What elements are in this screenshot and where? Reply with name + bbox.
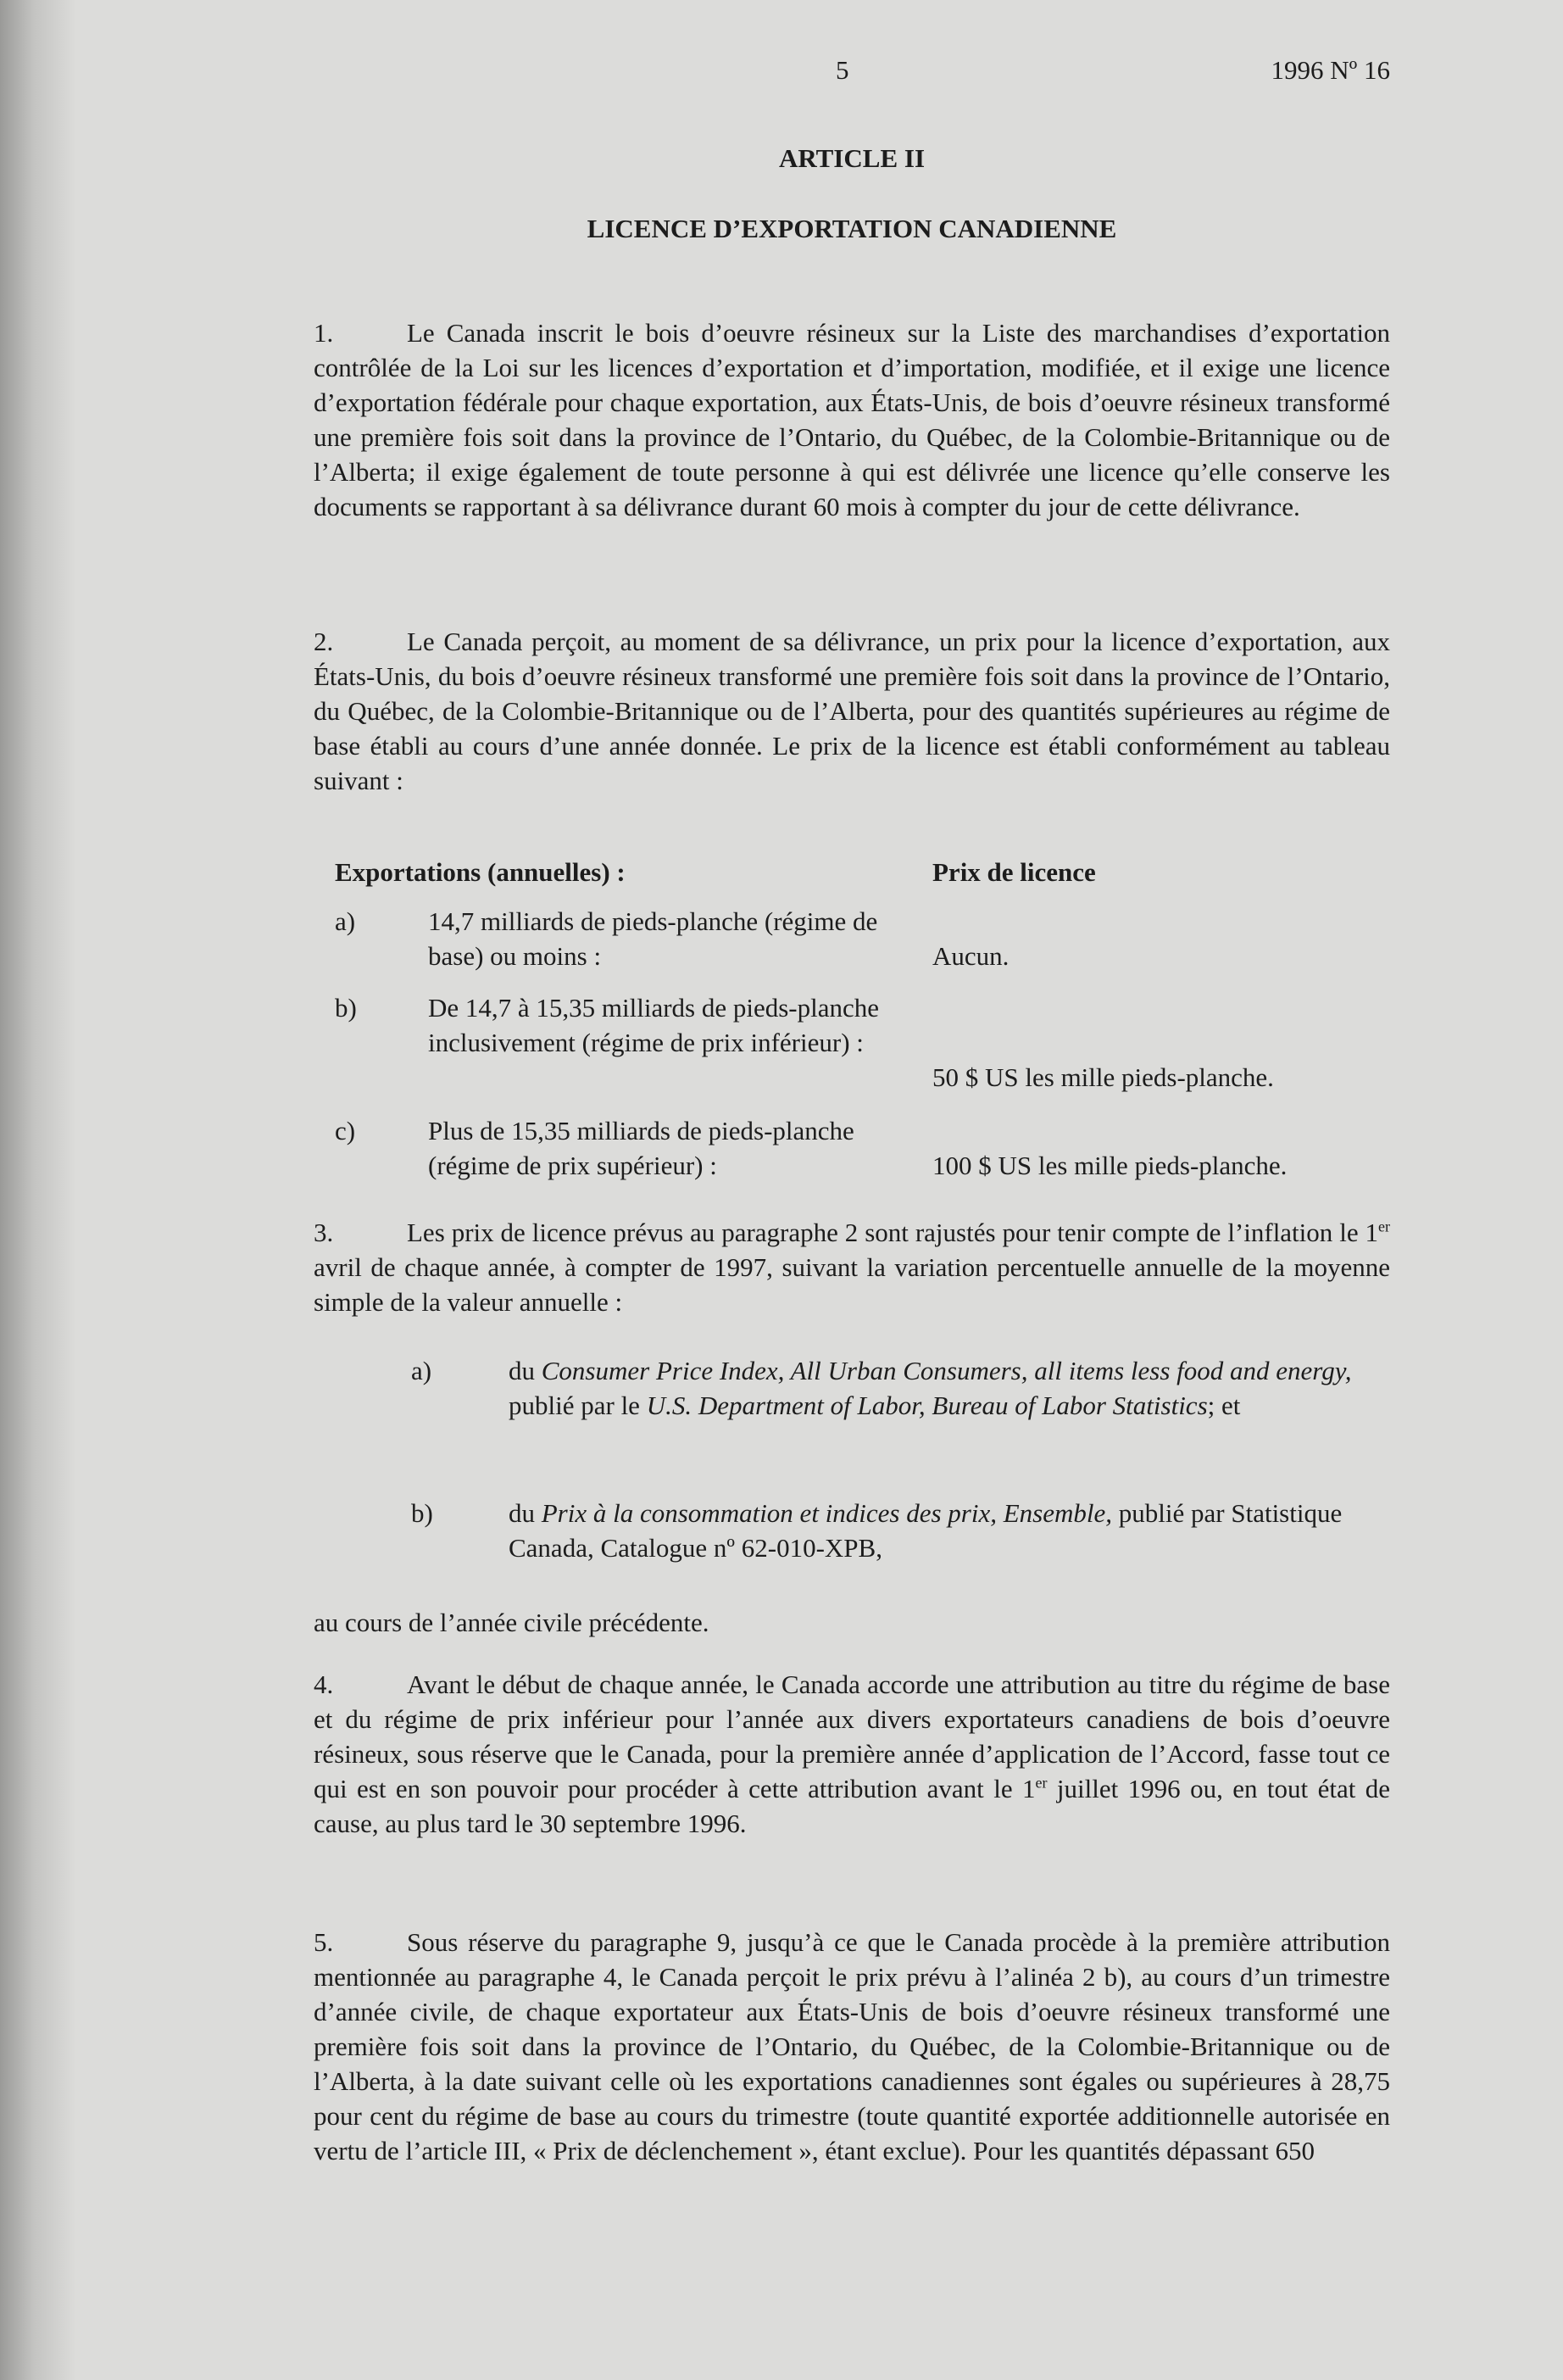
paragraph-number: 5. <box>314 1927 334 1957</box>
sub-item-text <box>509 1353 1390 1423</box>
paragraph-5 <box>314 1925 1390 2168</box>
issue-number: 1996 Nº 16 <box>1271 55 1390 85</box>
publisher-name: U.S. Department of Labor, Bureau of Labor Statistics <box>646 1391 1208 1420</box>
paragraph-number: 2. <box>314 627 334 656</box>
ordinal-superscript: er <box>1378 1218 1390 1235</box>
paragraph-number: 1. <box>314 318 334 348</box>
sub-item-lead: du <box>509 1498 542 1528</box>
section-title: LICENCE D’EXPORTATION CANADIENNE <box>587 214 1117 243</box>
fee-table-header <box>335 855 1390 889</box>
sub-item-text <box>509 1496 1390 1565</box>
row-description: De 14,7 à 15,35 milliards de pieds-planche inclusivement (régime de prix inférieur) : <box>428 993 880 1057</box>
row-letter: c) <box>335 1116 356 1145</box>
row-letter: b) <box>335 993 357 1023</box>
publication-title: Consumer Price Index, All Urban Consumers, all items less food and energy, <box>541 1356 1352 1385</box>
paragraph-number: 4. <box>314 1669 334 1699</box>
fee-column-header: Prix de licence <box>932 857 1096 887</box>
paragraph-text: Le Canada inscrit le bois d’oeuvre résineux sur la Liste des marchandises d’exportation contrôlée de la Loi sur les licences d’exportation et d’importation, modifiée, et il exige une licence d’exportation fédérale pour chaque exportation, aux États-Unis, de bois d’oeuvre résineux transformé une première fois soit dans la province de l’Ontario, du Québec, de la Colombie-Britannique ou de l’Alberta; il exige également de toute personne à qui est délivrée une licence qu’elle conserve les documents se rapportant à sa délivrance durant 60 mois à compter du jour de cette délivrance. <box>314 318 1390 521</box>
document-page <box>314 0 1390 2380</box>
paragraph-3 <box>314 1215 1390 1319</box>
row-fee: 50 $ US les mille pieds-planche. <box>932 1062 1274 1092</box>
publication-title: Prix à la consommation et indices des prix, Ensemble, <box>541 1498 1113 1528</box>
ordinal-superscript: er <box>1035 1774 1048 1792</box>
paragraph-2 <box>314 624 1390 798</box>
sub-item-letter: b) <box>411 1498 433 1528</box>
paragraph-4 <box>314 1667 1390 1841</box>
paragraph-text: Les prix de licence prévus au paragraphe 2 sont rajustés pour tenir compte de l’inflation le 1 <box>407 1218 1379 1247</box>
sub-item-letter: a) <box>411 1356 432 1385</box>
article-title: ARTICLE II <box>778 143 926 173</box>
row-letter: a) <box>335 906 356 936</box>
row-fee: 100 $ US les mille pieds-planche. <box>932 1151 1288 1180</box>
paragraph-text: Le Canada perçoit, au moment de sa délivrance, un prix pour la licence d’exportation, aux États-Unis, du bois d’oeuvre résineux transformé une première fois soit dans la province de l’Ontario, du Québec, de la Colombie-Britannique ou de l’Alberta, pour des quantités supérieures au régime de base établi au cours d’une année donnée. Le prix de la licence est établi conformément au tableau suivant : <box>314 627 1390 795</box>
paragraph-1 <box>314 315 1390 524</box>
row-description: 14,7 milliards de pieds-planche (régime de base) ou moins : <box>428 906 878 971</box>
paragraph-3-closing: au cours de l’année civile précédente. <box>314 1608 709 1637</box>
row-description: Plus de 15,35 milliards de pieds-planche (régime de prix supérieur) : <box>428 1116 854 1180</box>
paragraph-text: avril de chaque année, à compter de 1997, suivant la variation percentuelle annuelle de la moyenne simple de la valeur annuelle : <box>314 1252 1390 1317</box>
row-fee: Aucun. <box>932 941 1010 971</box>
sub-item-mid: publié par le <box>509 1391 647 1420</box>
sub-item-lead: du <box>509 1356 542 1385</box>
sub-item-tail: ; et <box>1207 1391 1241 1420</box>
sub-item-mid: publié par Statistique Canada, Catalogue nº 62-010-XPB, <box>509 1498 1343 1563</box>
paragraph-text: juillet 1996 ou, en tout état de cause, au plus tard le 30 septembre 1996. <box>314 1774 1391 1838</box>
page-binding-shadow <box>0 0 76 2380</box>
page-number: 5 <box>836 55 849 85</box>
exports-column-header: Exportations (annuelles) : <box>335 857 626 887</box>
paragraph-text: Avant le début de chaque année, le Canada accorde une attribution au titre du régime de base et du régime de prix inférieur pour l’année aux divers exportateurs canadiens de bois d’oeuvre résineux, sous réserve que le Canada, pour la première année d’application de l’Accord, fasse tout ce qui est en son pouvoir pour procéder à cette attribution avant le 1 <box>314 1669 1390 1803</box>
paragraph-text: Sous réserve du paragraphe 9, jusqu’à ce que le Canada procède à la première attribution mentionnée au paragraphe 4, le Canada perçoit le prix prévu à l’alinéa 2 b), au cours d’un trimestre d’année civile, de chaque exportateur aux États-Unis de bois d’oeuvre résineux transformé une première fois soit dans la province de l’Ontario, du Québec, de la Colombie-Britannique ou de l’Alberta, à la date suivant celle où les exportations canadiennes sont égales ou supérieures à 28,75 pour cent du régime de base au cours du trimestre (toute quantité exportée additionnelle autorisée en vertu de l’article III, « Prix de déclenchement », étant exclue). Pour les quantités dépassant 650 <box>314 1927 1390 2165</box>
page-header <box>314 53 1390 86</box>
paragraph-number: 3. <box>314 1218 334 1247</box>
